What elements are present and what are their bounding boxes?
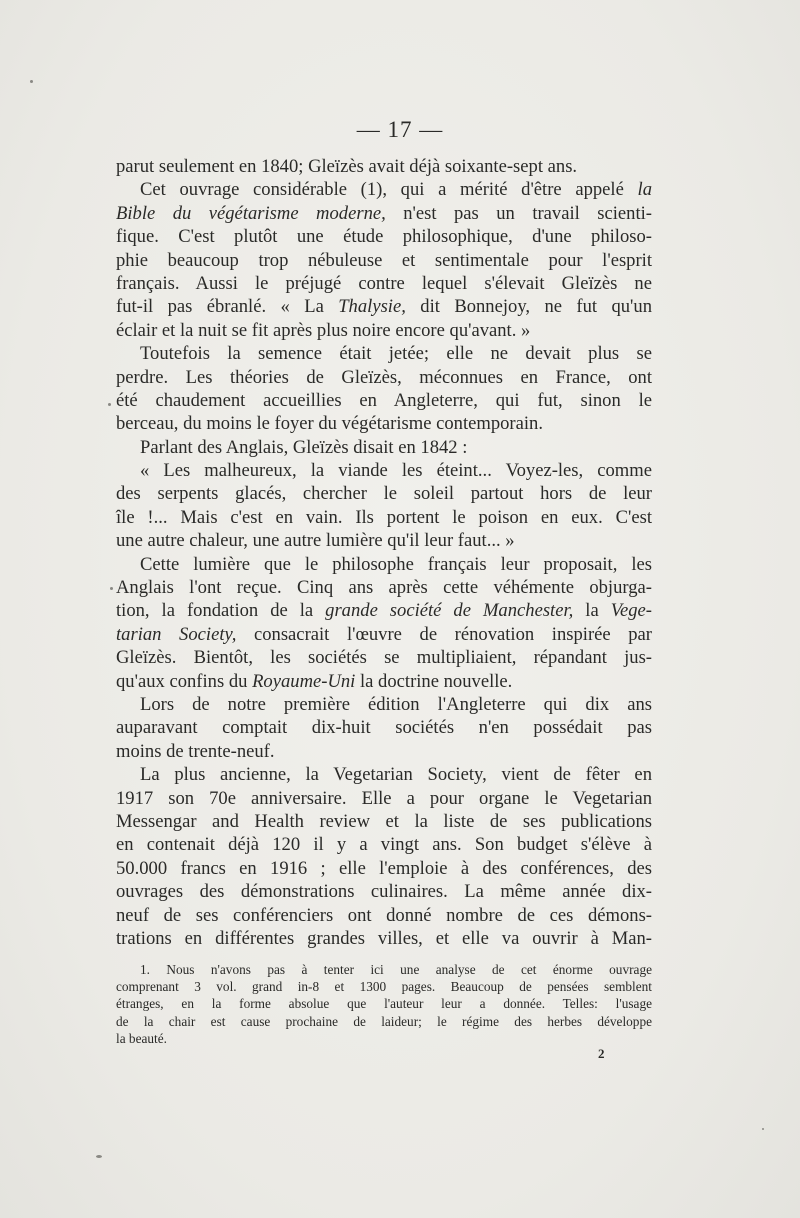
text-segment: La plus ancienne, la Vegetarian Society, vient de fêter en [140,764,652,786]
text-segment: « Les malheureux, la viande les éteint... Voyez-les, comme [140,460,652,482]
text-segment: la doctrine nouvelle. [355,670,513,692]
text-line [116,810,652,833]
text-segment: Parlant des Anglais, Gleïzès disait en 1842 : [140,436,468,458]
text-segment: Messengar and Health review et la liste de ses publications [116,810,652,832]
text-line [116,459,652,482]
text-line [116,295,652,318]
text-segment: n'est pas un travail scienti- [385,202,652,224]
text-segment: auparavant comptait dix-huit sociétés n'en possédait pas [116,717,652,739]
italic-text: grande société de Manchester, [325,600,574,622]
italic-text: Bible du végétarisme moderne, [116,202,386,224]
text-line [116,412,652,435]
text-segment: Cette lumière que le philosophe français leur proposait, les [140,553,652,575]
text-segment: perdre. Les théories de Gleïzès, méconnues en France, ont [116,366,652,388]
text-line [116,202,652,225]
paper-speck [96,1155,102,1158]
text-segment: fique. C'est plutôt une étude philosophique, d'une philoso- [116,226,652,248]
italic-text: Thalysie, [338,296,406,318]
text-segment: Gleïzès. Bientôt, les sociétés se multipliaient, répandant jus- [116,647,652,669]
text-segment: Lors de notre première édition l'Angleterre qui dix ans [140,693,652,715]
footnote-line: comprenant 3 vol. grand in-8 et 1300 pages. Beaucoup de pensées semblent [116,979,652,995]
text-line [116,249,652,272]
footnotes [116,961,652,1047]
text-line [116,482,652,505]
paper-speck [110,587,113,590]
text-line [116,693,652,716]
text-line [116,342,652,365]
text-segment: dit Bonnejoy, ne fut qu'un [405,296,652,318]
text-segment: la [573,600,611,622]
footnote-line: la beauté. [116,1030,167,1046]
text-line [116,623,652,646]
text-line [116,787,652,810]
text-line [116,178,652,201]
italic-text: la [637,179,652,201]
text-line [116,833,652,856]
text-segment: berceau, du moins le foyer du végétarisme contemporain. [116,413,543,435]
text-segment: Cet ouvrage considérable (1), qui a mérité d'être appelé [140,179,638,201]
text-segment: une autre chaleur, une autre lumière qu'il leur faut... » [116,530,515,552]
text-segment: 50.000 francs en 1916 ; elle l'emploie à des conférences, des [116,857,652,879]
text-line [116,225,652,248]
text-line [116,436,652,459]
text-line [116,740,652,763]
text-segment: éclair et la nuit se fit après plus noire encore qu'avant. » [116,319,531,341]
text-line [116,319,652,342]
text-line [116,646,652,669]
signature-mark: 2 [598,1046,605,1061]
text-line [116,880,652,903]
text-line [116,716,652,739]
text-segment: parut seulement en 1840; Gleïzès avait déjà soixante-sept ans. [116,156,578,177]
text-line [116,904,652,927]
paper-speck [762,1128,764,1130]
text-line [116,927,652,950]
text-line [116,155,652,178]
text-line [116,506,652,529]
text-segment: fut-il pas ébranlé. « La [116,296,339,318]
footnote-line: 1. Nous n'avons pas à tenter ici une analyse de cet énorme ouvrage [140,962,652,977]
italic-text: tarian Society, [116,623,237,645]
text-segment: qu'aux confins du [116,670,253,692]
page-number: — 17 — [356,117,444,142]
text-line [116,366,652,389]
text-segment: 1917 son 70e anniversaire. Elle a pour organe le Vegetarian [116,787,652,809]
italic-text: Royaume-Uni [252,670,356,692]
text-segment: Anglais l'ont reçue. Cinq ans après cette véhémente objurga- [116,577,652,599]
text-segment: île !... Mais c'est en vain. Ils portent le poison en eux. C'est [116,506,652,528]
text-line [116,529,652,552]
text-line [116,857,652,880]
text-line [116,763,652,786]
text-segment: ouvrages des démonstrations culinaires. La même année dix- [116,881,652,903]
text-segment: en contenait déjà 120 il y a vingt ans. Son budget s'élève à [116,834,652,856]
text-line [116,670,652,693]
text-line [116,389,652,412]
footnote-line: étranges, en la forme absolue que l'auteur leur a donnée. Telles: l'usage [116,996,652,1012]
text-segment: français. Aussi le préjugé contre lequel s'élevait Gleïzès ne [116,272,652,294]
text-segment: des serpents glacés, chercher le soleil partout hors de leur [116,483,652,505]
paper-speck [30,80,33,83]
text-line [116,599,652,622]
italic-text: Vege- [610,600,652,622]
body-text [116,155,652,950]
text-segment: Toutefois la semence était jetée; elle ne devait plus se [140,343,652,365]
text-segment: consacrait l'œuvre de rénovation inspirée par [236,623,652,645]
text-segment: trations en différentes grandes villes, et elle va ouvrir à Man- [116,927,652,949]
text-segment: moins de trente-neuf. [116,740,275,762]
text-segment: tion, la fondation de la [116,600,326,622]
text-segment: phie beaucoup trop nébuleuse et sentimentale pour l'esprit [116,249,652,271]
text-line [116,553,652,576]
text-line [116,272,652,295]
paper-speck [108,403,111,406]
text-segment: été chaudement accueillies en Angleterre, qui fut, sinon le [116,389,652,411]
footnote-line: de la chair est cause prochaine de laideur; le régime des herbes développe [116,1013,652,1029]
text-segment: neuf de ses conférenciers ont donné nombre de ces démons- [116,904,652,926]
text-line [116,576,652,599]
